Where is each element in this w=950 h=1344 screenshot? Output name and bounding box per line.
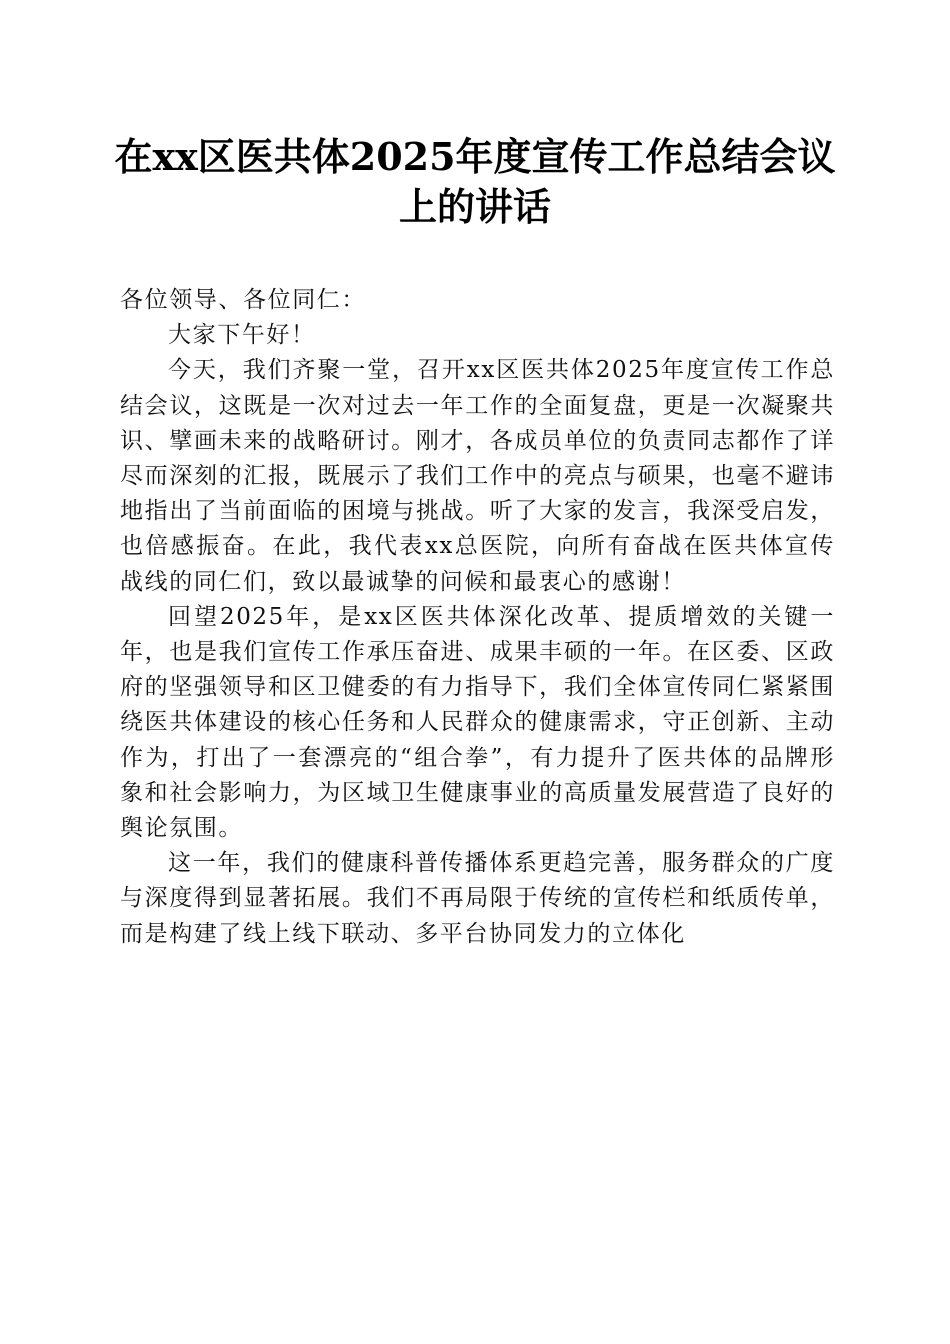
paragraph-review: 回望2025年，是xx区医共体深化改革、提质增效的关键一年，也是我们宣传工作承压奋进、成果丰硕的一年。在区委、区政府的坚强领导和区卫健委的有力指导下，我们全体宣传同仁紧紧围绕医共体建设的核心任务和人民群众的健康需求，守正创新、主动作为，打出了一套漂亮的“组合拳”，有力提升了医共体的品牌形象和社会影响力，为区域卫生健康事业的高质量发展营造了良好的舆论氛围。: [120, 603, 835, 842]
paragraph-science-outreach: 这一年，我们的健康科普传播体系更趋完善，服务群众的广度与深度得到显著拓展。我们不再局限于传统的宣传栏和纸质传单，而是构建了线上线下联动、多平台协同发力的立体化: [120, 850, 835, 947]
paragraph-opening: 今天，我们齐聚一堂，召开xx区医共体2025年度宣传工作总结会议，这既是一次对过去一年工作的全面复盘，更是一次凝聚共识、擘画未来的战略研讨。刚才，各成员单位的负责同志都作了详尽而深刻的汇报，既展示了我们工作中的亮点与硕果，也毫不避讳地指出了当前面临的困境与挑战。听了大家的发言，我深受启发，也倍感振奋。在此，我代表xx总医院，向所有奋战在医共体宣传战线的同仁们，致以最诚挚的问候和最衷心的感谢！: [120, 357, 835, 595]
paragraph-greeting: 大家下午好！: [168, 322, 316, 349]
document-body: [120, 283, 835, 952]
document-title: 在xx区医共体2025年度宣传工作总结会议上的讲话: [114, 134, 836, 229]
salutation: 各位领导、各位同仁：: [120, 287, 366, 313]
